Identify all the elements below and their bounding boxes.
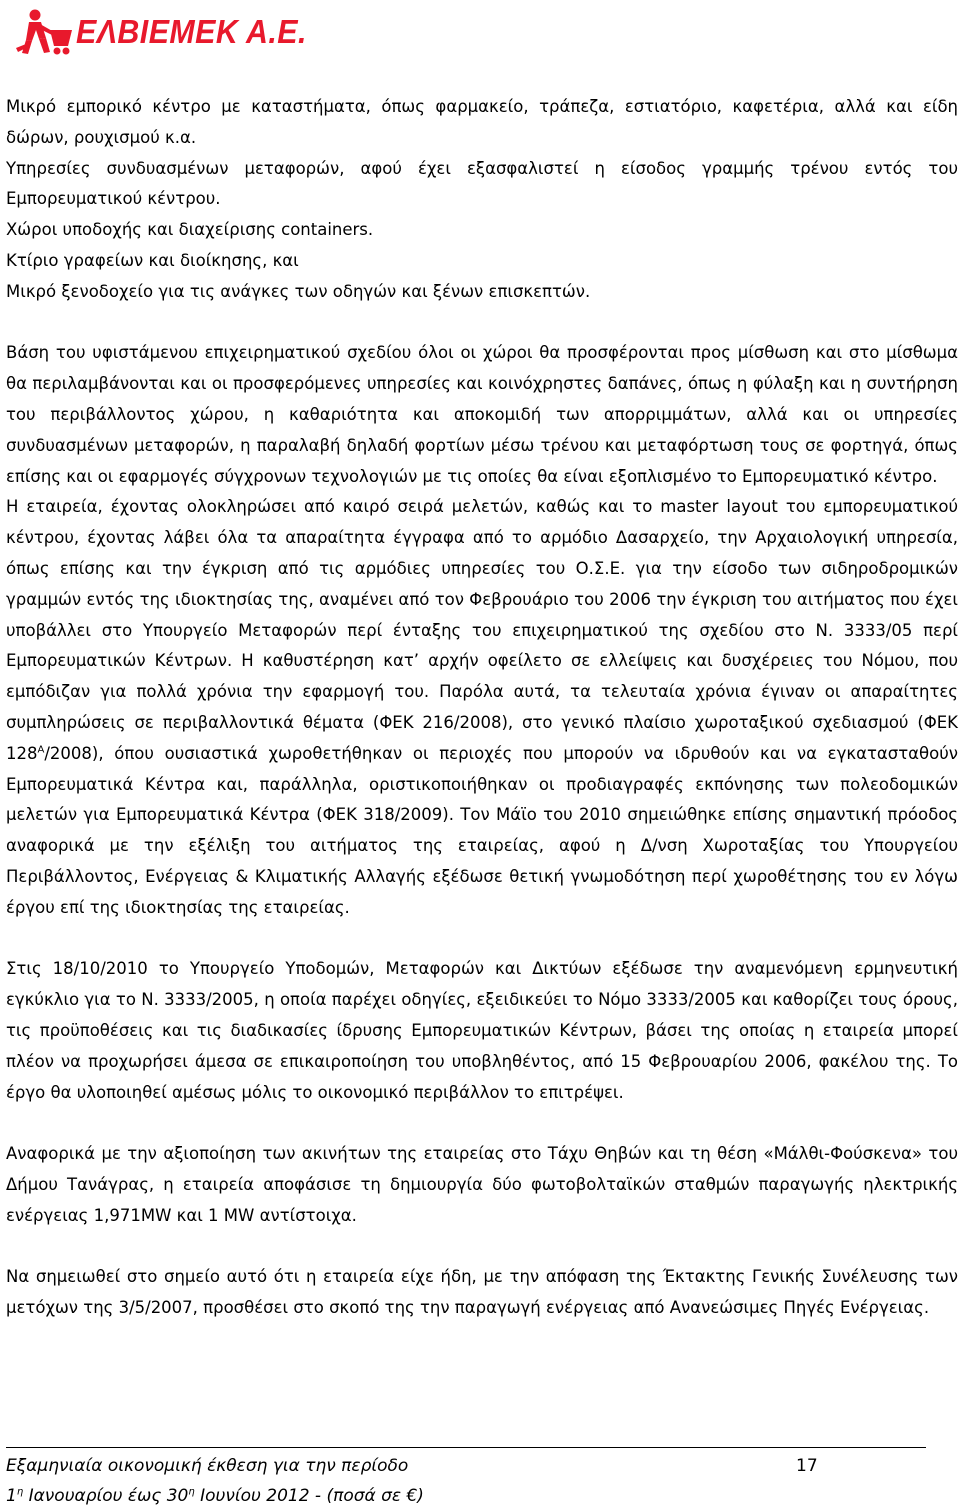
footer-report-title: Εξαμηνιαία οικονομική έκθεση για την περίοδο xyxy=(6,1456,409,1476)
worker-with-cart-logo-icon xyxy=(12,8,74,56)
list-item: Χώροι υποδοχής και διαχείρισης containers. xyxy=(6,220,374,240)
footer-period: $1^\eta$ Ιανουαρίου έως $30^\eta$ Ιουνίου 2012 - (ποσά σε €) xyxy=(6,1486,424,1506)
document-body xyxy=(6,92,958,1324)
list-item: Κτίριο γραφείων και διοίκησης, και xyxy=(6,250,299,270)
page-header xyxy=(12,8,412,56)
page-number: 17 xyxy=(796,1456,818,1476)
list-item: Μικρό εμπορικό κέντρο με καταστήματα, όπως φαρμακείο, τράπεζα, εστιατόριο, καφετέρια, αλλά και είδη δώρων, ρουχισμού κ.α. xyxy=(6,97,958,147)
footer-divider xyxy=(6,1447,926,1448)
company-name: ΕΛΒΙΕΜΕΚ Α.Ε. xyxy=(76,13,307,50)
paragraph-ministry-circular: Στις 18/10/2010 το Υπουργείο Υποδομών, Μεταφορών και Δικτύων εξέδωσε την αναμενόμενη ερμηνευτική εγκύκλιο για το Ν. 3333/2005, η οποία παρέχει οδηγίες, εξειδικεύει το Νόμο 3333/2005 και καθορίζει τους όρους, τις προϋποθέσεις και τις διαδικασίες ίδρυσης Εμπορευματικών Κέντρων, βάσει της οποίας η εταιρεία μπορεί πλέον να προχωρήσει άμεσα σε επικαιροποίηση του υποβληθέντος, από 15 Φεβρουαρίου 2006, φακέλου της. Το έργο θα υλοποιηθεί αμέσως μόλις το οικονομικό περιβάλλον το επιτρέψει. xyxy=(6,959,958,1102)
paragraph-approval-status: Η εταιρεία, έχοντας ολοκληρώσει από καιρό σειρά μελετών, καθώς και το master layout του εμπορευματικού κέντρου, έχοντας λάβει όλα τα απαραίτητα έγγραφα από το αρμόδιο Δασαρχείο, την Αρχαιολογική υπηρεσία, όπως επίσης και την έγκριση από τις αρμόδιες υπηρεσίες του Ο.Σ.Ε. για την είσοδο των σιδηροδρομικών γραμμών εντός της ιδιοκτησίας της, αναμένει από τον Φεβρουάριο του 2006 την έγκριση του αιτήματος που έχει υποβάλλει στο Υπουργείο Μεταφορών περί ένταξης του επιχειρηματικού της σχεδίου στο Ν. 3333/05 περί Εμπορευματικών Κέντρων. Η καθυστέρηση κατ’ αρχήν οφείλετο σε ελλείψεις και δυσχέρειες του Νόμου, που εμπόδιζαν για πολλά χρόνια την εφαρμογή του. Παρόλα αυτά, τα τελευταία χρόνια έγιναν οι απαραίτητες συμπληρώσεις σε περιβαλλοντικά θέματα (ΦΕΚ 216/2008), στο γενικό πλαίσιο χωροταξικού σχεδιασμού (ΦΕΚ $128^A/2008$), όπου ουσιαστικά χωροθετήθηκαν οι περιοχές που μπορούν να ιδρυθούν και να εγκατασταθούν Εμπορευματικά Κέντρα και, παράλληλα, οριστικοποιήθηκαν οι προδιαγραφές εκπόνησης των πολεοδομικών μελετών για Εμπορευματικά Κέντρα (ΦΕΚ 318/2009). Τον Μάϊο του 2010 σημειώθηκε επίσης σημαντική πρόοδος αναφορικά με την εξέλιξη του αιτήματος της εταιρείας, αφού η Δ/νση Χωροταξίας του Υπουργείου Περιβάλλοντος, Ενέργειας & Κλιματικής Αλλαγής εξέδωσε θετική γνωμοδότηση περί χωροθέτησης του εν λόγω έργου επί της ιδιοκτησίας της εταιρείας. xyxy=(6,497,958,917)
list-item: Υπηρεσίες συνδυασμένων μεταφορών, αφού έχει εξασφαλιστεί η είσοδος γραμμής τρένου εντός του Εμπορευματικού κέντρου. xyxy=(6,158,958,209)
page-footer xyxy=(6,1451,926,1511)
paragraph-photovoltaic: Αναφορικά με την αξιοποίηση των ακινήτων της εταιρείας στο Τάχυ Θηβών και τη θέση «Μάλθι-Φούσκενα» του Δήμου Τανάγρας, η εταιρεία αποφάσισε τη δημιουργία δύο φωτοβολταϊκών σταθμών παραγωγής ηλεκτρικής ενέργειας 1,971MW και 1 MW αντίστοιχα. xyxy=(6,1144,958,1225)
paragraph-leasing-plan: Βάση του υφιστάμενου επιχειρηματικού σχεδίου όλοι οι χώροι θα προσφέρονται προς μίσθωση και στο μίσθωμα θα περιλαμβάνονται και οι προσφερόμενες υπηρεσίες και κοινόχρηστες δαπάνες, όπως η φύλαξη και η συντήρηση του περιβάλλοντος χώρου, η καθαριότητα και αποκομιδή των απορριμμάτων, αλλά και οι υπηρεσίες συνδυασμένων μεταφορών, η παραλαβή δηλαδή φορτίων μέσω τρένου και μεταφόρτωση τους σε φορτηγά, όπως επίσης και οι εφαρμογές σύγχρονων τεχνολογιών με τις οποίες θα είναι εξοπλισμένο το Εμπορευματικό κέντρο. xyxy=(6,343,958,486)
list-item: Μικρό ξενοδοχείο για τις ανάγκες των οδηγών και ξένων επισκεπτών. xyxy=(6,281,591,301)
paragraph-renewable-energy: Να σημειωθεί στο σημείο αυτό ότι η εταιρεία είχε ήδη, με την απόφαση της Έκτακτης Γενικής Συνέλευσης των μετόχων της 3/5/2007, προσθέσει στο σκοπό της την παραγωγή ενέργειας από Ανανεώσιμες Πηγές Ενέργειας. xyxy=(6,1267,958,1318)
